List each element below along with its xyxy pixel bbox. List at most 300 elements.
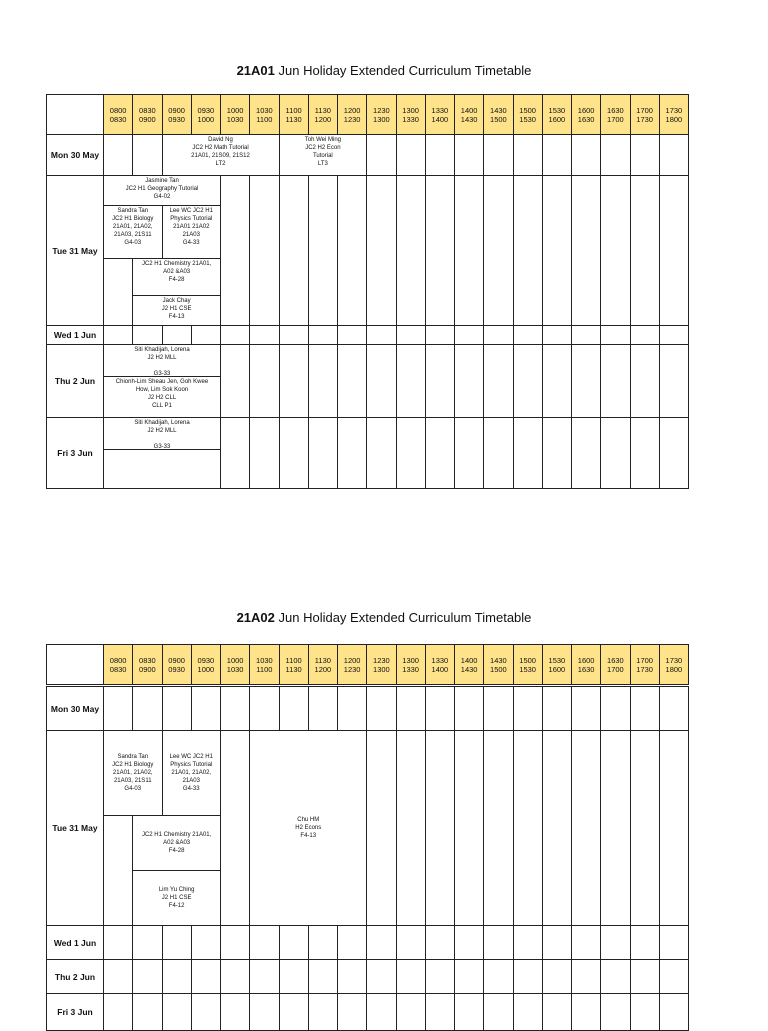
slot-cell — [366, 134, 396, 176]
slot-cell — [571, 959, 601, 994]
slot-cell — [425, 175, 455, 326]
time-slot-header — [220, 94, 250, 135]
slot-start: 1500 — [519, 106, 536, 115]
slot-cell — [600, 344, 630, 418]
slot-cell — [513, 959, 543, 994]
event-line: 21A03, 21S11 — [113, 778, 152, 784]
event-block — [103, 449, 221, 489]
slot-cell — [600, 925, 630, 960]
slot-end: 1030 — [226, 115, 244, 124]
slot-start: 1600 — [577, 106, 595, 115]
slot-cell — [162, 993, 192, 1031]
slot-cell — [630, 134, 660, 176]
slot-cell — [396, 686, 426, 731]
time-slot-header — [600, 644, 630, 685]
slot-end: 1100 — [256, 665, 273, 674]
event-line: F4-28 — [168, 848, 185, 854]
slot-start: 1730 — [665, 656, 683, 665]
time-slot-header — [454, 94, 484, 135]
slot-cell — [249, 993, 279, 1031]
day-label: Tue 31 May — [46, 175, 104, 326]
slot-start: 1630 — [607, 106, 624, 115]
event-line: J2 H2 MLL — [147, 355, 177, 361]
slot-end: 1430 — [460, 665, 478, 674]
slot-cell — [630, 175, 660, 326]
slot-cell — [162, 686, 192, 731]
slot-cell — [571, 175, 601, 326]
slot-cell — [454, 134, 484, 176]
day-label: Mon 30 May — [46, 134, 104, 176]
slot-cell — [513, 175, 543, 326]
slot-cell — [600, 175, 630, 326]
slot-end: 0900 — [139, 115, 156, 124]
slot-cell — [630, 686, 660, 731]
slot-cell — [483, 686, 513, 731]
slot-end: 1500 — [490, 665, 507, 674]
slot-start: 1100 — [285, 106, 302, 115]
slot-cell — [396, 959, 426, 994]
event-line: 21A01, 21S09, 21S12 — [191, 153, 250, 159]
event-line: H2 Econs — [295, 825, 322, 831]
event-line: Chu HM — [297, 817, 320, 823]
time-slot-header — [454, 644, 484, 685]
slot-end: 1200 — [314, 665, 332, 674]
slot-start: 1300 — [402, 656, 419, 665]
slot-cell — [366, 959, 396, 994]
slot-cell — [396, 325, 426, 345]
slot-end: 1700 — [607, 665, 624, 674]
time-slot-header — [513, 94, 543, 135]
slot-cell — [571, 134, 601, 176]
event-block — [132, 815, 221, 871]
slot-cell — [659, 993, 689, 1031]
slot-cell — [659, 959, 689, 994]
time-slot-header — [132, 644, 162, 685]
slot-cell — [396, 993, 426, 1031]
time-slot-header — [366, 94, 396, 135]
time-slot-header — [659, 644, 689, 685]
slot-end: 1100 — [256, 115, 273, 124]
event-block — [103, 175, 221, 206]
event-block — [191, 325, 221, 345]
event-block — [103, 815, 133, 926]
slot-cell — [220, 344, 250, 418]
slot-cell — [249, 344, 279, 418]
day-label: Wed 1 Jun — [46, 925, 104, 960]
event-line — [161, 362, 163, 370]
slot-cell — [659, 175, 689, 326]
slot-cell — [630, 417, 660, 489]
slot-cell — [279, 175, 309, 326]
event-line: 21A03 — [182, 232, 200, 238]
slot-cell — [425, 344, 455, 418]
slot-cell — [542, 175, 572, 326]
slot-cell — [308, 175, 338, 326]
slot-cell — [454, 686, 484, 731]
slot-cell — [600, 730, 630, 926]
event-block — [132, 325, 162, 345]
slot-start: 0830 — [139, 656, 156, 665]
time-slot-header — [600, 94, 630, 135]
slot-cell — [279, 993, 309, 1031]
slot-cell — [103, 959, 133, 994]
slot-start: 1500 — [519, 656, 536, 665]
slot-cell — [103, 925, 133, 960]
slot-end: 1330 — [402, 115, 419, 124]
slot-start: 1630 — [607, 656, 624, 665]
slot-end: 1130 — [285, 115, 302, 124]
slot-cell — [571, 344, 601, 418]
slot-cell — [483, 730, 513, 926]
time-slot-header — [483, 94, 513, 135]
slot-cell — [483, 417, 513, 489]
slot-start: 1200 — [343, 656, 361, 665]
event-line: JC2 H1 Chemistry 21A01, — [141, 832, 212, 838]
day-label: Wed 1 Jun — [46, 325, 104, 345]
slot-cell — [220, 959, 250, 994]
slot-cell — [542, 325, 572, 345]
event-block — [162, 325, 192, 345]
slot-end: 1800 — [665, 665, 683, 674]
slot-start: 0800 — [109, 656, 127, 665]
event-line: Jasmine Tan — [145, 178, 179, 184]
slot-cell — [425, 417, 455, 489]
slot-cell — [220, 325, 250, 345]
slot-cell — [483, 325, 513, 345]
time-slot-header — [659, 94, 689, 135]
slot-start: 1400 — [460, 106, 478, 115]
slot-cell — [542, 993, 572, 1031]
event-line: Siti Khadijah, Lorena — [134, 420, 190, 426]
timetable-title-21a01 — [0, 63, 768, 78]
event-line: LT2 — [215, 161, 226, 167]
slot-end: 0830 — [109, 665, 127, 674]
slot-cell — [132, 925, 162, 960]
slot-cell — [454, 925, 484, 960]
slot-cell — [337, 325, 367, 345]
slot-cell — [425, 730, 455, 926]
slot-end: 1230 — [343, 115, 361, 124]
time-slot-header — [571, 644, 601, 685]
event-line: 21A03 — [182, 778, 200, 784]
slot-cell — [279, 925, 309, 960]
slot-cell — [191, 959, 221, 994]
event-line: Physics Tutorial — [170, 216, 213, 222]
event-line: Sandra Tan — [117, 754, 149, 760]
slot-end: 1400 — [431, 115, 449, 124]
time-slot-header — [337, 94, 367, 135]
slot-cell — [366, 175, 396, 326]
header-corner — [46, 644, 104, 685]
slot-end: 1030 — [226, 665, 244, 674]
time-slot-header — [279, 644, 309, 685]
event-line: J2 H2 CLL — [147, 395, 177, 401]
slot-cell — [279, 686, 309, 731]
slot-cell — [571, 417, 601, 489]
slot-cell — [513, 417, 543, 489]
event-line: G4-02 — [153, 194, 171, 200]
slot-start: 0800 — [109, 106, 127, 115]
event-line: G4-03 — [124, 240, 142, 246]
slot-cell — [220, 925, 250, 960]
event-line: J2 H1 CSE — [161, 895, 192, 901]
event-block — [132, 134, 162, 176]
slot-cell — [600, 993, 630, 1031]
slot-cell — [132, 993, 162, 1031]
event-line: F4-13 — [168, 314, 185, 320]
slot-start: 0830 — [139, 106, 156, 115]
slot-end: 1800 — [665, 115, 683, 124]
event-line: J2 H1 CSE — [161, 306, 192, 312]
slot-cell — [659, 325, 689, 345]
event-line: A02 &A03 — [163, 269, 191, 275]
event-line: Toh Wei Ming — [304, 137, 341, 143]
slot-cell — [513, 730, 543, 926]
event-line: JC2 H1 Biology — [112, 216, 154, 222]
slot-start: 1000 — [226, 106, 244, 115]
event-line: G3-33 — [153, 444, 171, 450]
slot-cell — [454, 993, 484, 1031]
header-corner — [46, 94, 104, 135]
slot-end: 1130 — [285, 665, 302, 674]
slot-end: 1630 — [577, 665, 595, 674]
slot-start: 1700 — [636, 106, 653, 115]
slot-end: 1200 — [314, 115, 332, 124]
time-slot-header — [630, 94, 660, 135]
slot-start: 1300 — [402, 106, 419, 115]
day-label: Thu 2 Jun — [46, 344, 104, 418]
event-line: G4-33 — [182, 240, 200, 246]
event-block — [162, 205, 222, 259]
slot-cell — [630, 325, 660, 345]
time-slot-header — [279, 94, 309, 135]
slot-start: 1230 — [373, 656, 390, 665]
slot-cell — [571, 730, 601, 926]
event-line — [161, 435, 163, 443]
event-block — [249, 730, 367, 926]
time-slot-header — [191, 644, 221, 685]
slot-start: 1130 — [314, 656, 331, 665]
slot-cell — [308, 686, 338, 731]
slot-cell — [483, 993, 513, 1031]
time-slot-header — [571, 94, 601, 135]
slot-start: 1030 — [256, 106, 273, 115]
slot-cell — [571, 325, 601, 345]
event-line: JC2 H1 Chemistry 21A01, — [141, 261, 212, 267]
slot-cell — [366, 686, 396, 731]
slot-cell — [659, 417, 689, 489]
slot-cell — [630, 925, 660, 960]
slot-start: 1330 — [431, 106, 449, 115]
slot-start: 1230 — [373, 106, 390, 115]
slot-cell — [483, 959, 513, 994]
slot-cell — [659, 686, 689, 731]
title-text: Jun Holiday Extended Curriculum Timetable — [274, 63, 532, 78]
event-line: Jack Chay — [162, 298, 191, 304]
event-line: Lee WC JC2 H1 — [169, 208, 213, 214]
slot-cell — [220, 175, 250, 326]
slot-cell — [425, 993, 455, 1031]
event-block — [132, 295, 221, 326]
event-line: G4-33 — [182, 786, 200, 792]
time-slot-header — [425, 94, 455, 135]
slot-start: 1200 — [343, 106, 361, 115]
slot-start: 0900 — [168, 106, 185, 115]
time-slot-header — [337, 644, 367, 685]
slot-cell — [337, 686, 367, 731]
event-block — [103, 376, 221, 418]
event-line: 21A01, 21A02, — [112, 770, 153, 776]
time-slot-header — [542, 644, 572, 685]
slot-cell — [308, 417, 338, 489]
event-line: 21A01, 21A02, — [112, 224, 153, 230]
slot-cell — [366, 730, 396, 926]
slot-cell — [366, 925, 396, 960]
slot-cell — [425, 959, 455, 994]
slot-end: 1730 — [636, 115, 653, 124]
time-slot-header — [162, 644, 192, 685]
slot-cell — [513, 344, 543, 418]
slot-cell — [600, 959, 630, 994]
slot-end: 1000 — [197, 115, 215, 124]
slot-cell — [454, 175, 484, 326]
time-slot-header — [191, 94, 221, 135]
day-label: Fri 3 Jun — [46, 417, 104, 489]
slot-start: 0900 — [168, 656, 185, 665]
time-slot-header — [425, 644, 455, 685]
slot-cell — [220, 417, 250, 489]
slot-start: 1330 — [431, 656, 449, 665]
slot-cell — [542, 134, 572, 176]
title-text: Jun Holiday Extended Curriculum Timetable — [274, 610, 532, 625]
slot-end: 1430 — [460, 115, 478, 124]
slot-cell — [513, 325, 543, 345]
event-line: Siti Khadijah, Lorena — [134, 347, 190, 353]
slot-cell — [103, 686, 133, 731]
slot-end: 0900 — [139, 665, 156, 674]
time-slot-header — [103, 94, 133, 135]
slot-cell — [571, 925, 601, 960]
time-slot-header — [132, 94, 162, 135]
slot-cell — [191, 993, 221, 1031]
slot-cell — [513, 993, 543, 1031]
slot-cell — [571, 686, 601, 731]
event-block — [279, 134, 368, 176]
slot-start: 1600 — [577, 656, 595, 665]
slot-cell — [366, 417, 396, 489]
slot-cell — [513, 686, 543, 731]
event-line: Lim Yu Ching — [158, 887, 195, 893]
slot-cell — [425, 325, 455, 345]
slot-start: 1030 — [256, 656, 273, 665]
slot-end: 1630 — [577, 115, 595, 124]
slot-cell — [337, 175, 367, 326]
slot-cell — [220, 686, 250, 731]
slot-start: 1730 — [665, 106, 683, 115]
slot-cell — [542, 959, 572, 994]
slot-cell — [454, 417, 484, 489]
event-line: JC2 H1 Geography Tutorial — [125, 186, 199, 192]
slot-cell — [103, 993, 133, 1031]
slot-cell — [279, 959, 309, 994]
slot-cell — [132, 959, 162, 994]
time-slot-header — [542, 94, 572, 135]
slot-cell — [308, 959, 338, 994]
event-line: JC2 H1 Biology — [112, 762, 154, 768]
day-label: Fri 3 Jun — [46, 993, 104, 1031]
slot-cell — [483, 175, 513, 326]
slot-cell — [600, 325, 630, 345]
slot-end: 1000 — [197, 665, 215, 674]
slot-cell — [513, 925, 543, 960]
slot-cell — [279, 344, 309, 418]
slot-cell — [571, 993, 601, 1031]
slot-cell — [483, 925, 513, 960]
event-line: JC2 H2 Math Tutorial — [192, 145, 249, 151]
slot-cell — [454, 344, 484, 418]
slot-cell — [337, 417, 367, 489]
slot-cell — [454, 325, 484, 345]
slot-cell — [542, 730, 572, 926]
slot-start: 1530 — [548, 106, 566, 115]
slot-end: 1230 — [343, 665, 361, 674]
slot-end: 1400 — [431, 665, 449, 674]
slot-cell — [630, 730, 660, 926]
slot-cell — [425, 686, 455, 731]
slot-cell — [308, 325, 338, 345]
slot-cell — [454, 959, 484, 994]
slot-cell — [483, 344, 513, 418]
slot-cell — [396, 730, 426, 926]
slot-cell — [249, 686, 279, 731]
slot-cell — [249, 325, 279, 345]
time-slot-header — [249, 94, 279, 135]
slot-end: 1300 — [373, 115, 390, 124]
slot-cell — [396, 134, 426, 176]
slot-cell — [308, 925, 338, 960]
slot-cell — [191, 925, 221, 960]
slot-cell — [162, 959, 192, 994]
event-line: G4-03 — [124, 786, 142, 792]
event-block — [132, 870, 221, 926]
event-block — [220, 730, 250, 926]
slot-end: 1330 — [402, 665, 419, 674]
slot-cell — [366, 325, 396, 345]
event-line: Lee WC JC2 H1 — [169, 754, 213, 760]
time-slot-header — [483, 644, 513, 685]
timetable-title-21a02 — [0, 610, 768, 625]
slot-cell — [659, 730, 689, 926]
slot-cell — [162, 925, 192, 960]
slot-start: 1130 — [314, 106, 331, 115]
slot-cell — [425, 925, 455, 960]
slot-start: 1700 — [636, 656, 653, 665]
slot-cell — [425, 134, 455, 176]
slot-start: 0930 — [197, 656, 215, 665]
slot-cell — [630, 993, 660, 1031]
event-line: Physics Tutorial — [170, 762, 213, 768]
event-line: F4-12 — [168, 903, 185, 909]
slot-cell — [279, 417, 309, 489]
slot-end: 1600 — [548, 665, 566, 674]
slot-end: 1600 — [548, 115, 566, 124]
time-slot-header — [249, 644, 279, 685]
slot-cell — [337, 993, 367, 1031]
slot-end: 1500 — [490, 115, 507, 124]
slot-cell — [659, 344, 689, 418]
slot-cell — [308, 344, 338, 418]
slot-cell — [454, 730, 484, 926]
